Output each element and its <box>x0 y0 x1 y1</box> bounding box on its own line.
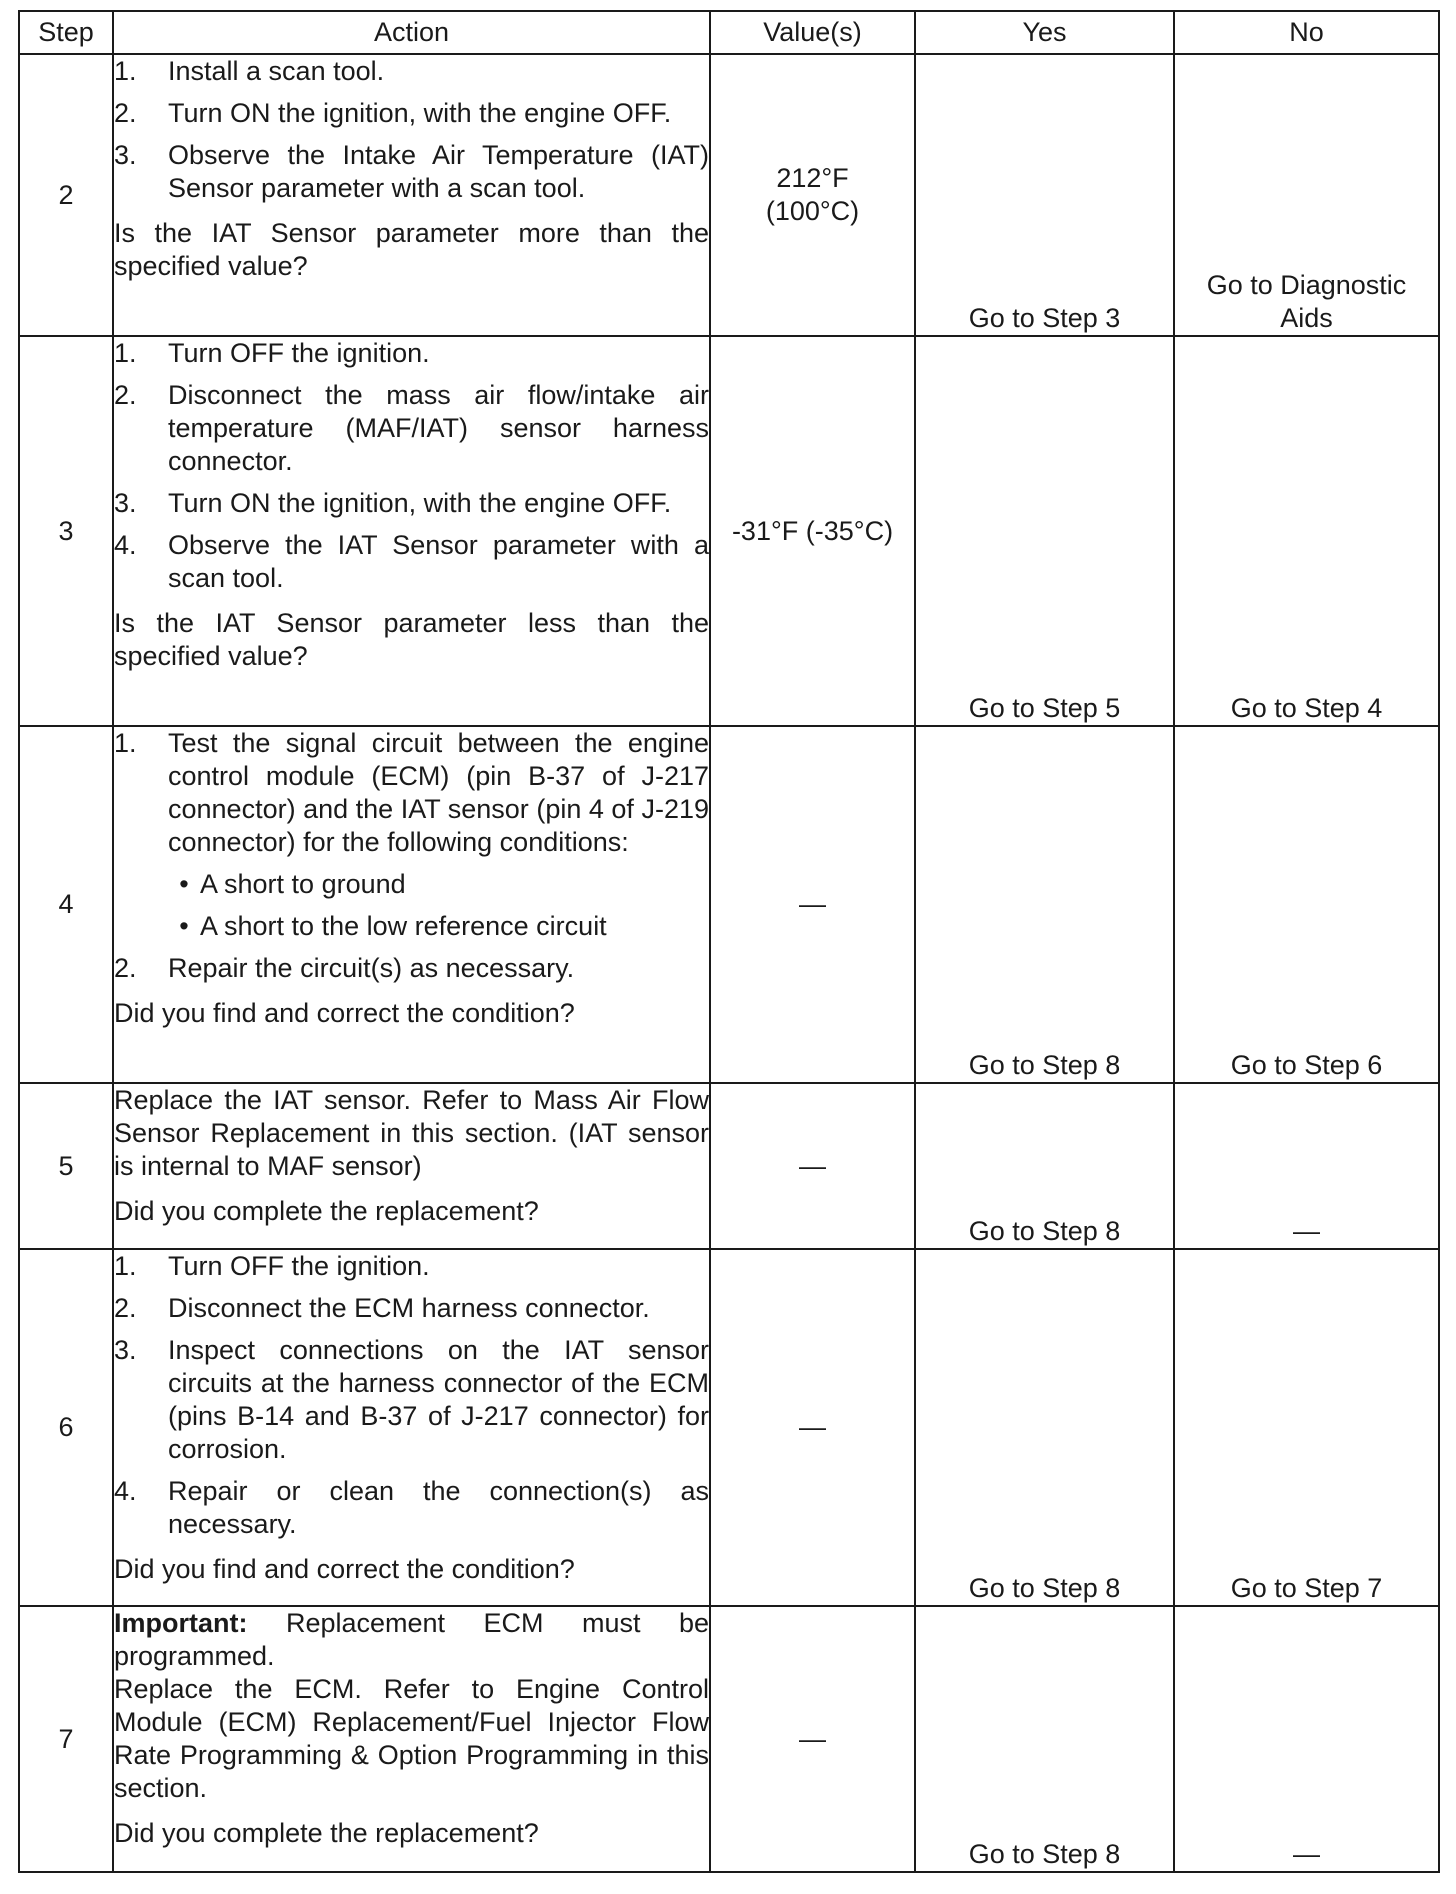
header-no: No <box>1174 11 1439 54</box>
question-text: Did you complete the replacement? <box>114 1818 539 1848</box>
yes-cell: Go to Step 8 <box>915 1249 1174 1606</box>
bullet-item <box>168 868 709 901</box>
item-text: Turn ON the ignition, with the engine OFF. <box>168 488 672 518</box>
item-text: Disconnect the mass air flow/intake air temperature (MAF/IAT) sensor harness connector. <box>168 380 709 476</box>
bullet-dot: • <box>179 869 189 899</box>
list-item <box>114 487 709 520</box>
action-text: Replace the IAT sensor. Refer to Mass Air Flow Sensor Replacement in this section. (IAT sensor is internal to MAF sensor) <box>114 1085 709 1181</box>
action-cell <box>113 1083 710 1249</box>
value-cell: — <box>710 1606 915 1872</box>
item-number: 2. <box>114 1293 137 1323</box>
list-item <box>114 139 709 205</box>
step-number: 5 <box>19 1083 113 1249</box>
no-cell <box>1174 54 1439 336</box>
item-text: Observe the IAT Sensor parameter with a scan tool. <box>168 530 709 593</box>
item-number: 2. <box>114 953 137 983</box>
item-number: 3. <box>114 1335 137 1365</box>
list-item <box>114 97 709 130</box>
item-number: 3. <box>114 488 137 518</box>
yes-cell: Go to Step 8 <box>915 1083 1174 1249</box>
item-text: Install a scan tool. <box>168 56 385 86</box>
item-number: 1. <box>114 56 137 86</box>
list-item <box>114 1475 709 1541</box>
action-list <box>114 727 709 985</box>
question-text: Did you find and correct the condition? <box>114 1554 575 1584</box>
action-cell <box>113 336 710 726</box>
value-cell <box>710 54 915 336</box>
value-cell: — <box>710 726 915 1083</box>
bullet-item <box>168 910 709 943</box>
bullet-dot: • <box>179 911 189 941</box>
step-number: 2 <box>19 54 113 336</box>
header-yes: Yes <box>915 11 1174 54</box>
value-fahrenheit: 212°F <box>776 163 849 193</box>
header-action: Action <box>113 11 710 54</box>
list-item <box>114 55 709 88</box>
action-cell <box>113 1606 710 1872</box>
item-number: 1. <box>114 338 137 368</box>
yes-cell: Go to Step 8 <box>915 1606 1174 1872</box>
value-cell: — <box>710 1249 915 1606</box>
list-item <box>114 727 709 943</box>
action-list <box>114 1250 709 1541</box>
bullet-text: A short to ground <box>200 869 406 899</box>
header-values: Value(s) <box>710 11 915 54</box>
bullet-text: A short to the low reference circuit <box>200 911 607 941</box>
step-number: 7 <box>19 1606 113 1872</box>
action-cell <box>113 54 710 336</box>
question-text: Did you find and correct the condition? <box>114 998 575 1028</box>
list-item <box>114 529 709 595</box>
action-list <box>114 55 709 205</box>
bullet-list <box>168 868 709 943</box>
list-item <box>114 337 709 370</box>
no-cell: Go to Step 6 <box>1174 726 1439 1083</box>
table-row-step-5 <box>19 1083 1439 1249</box>
item-text: Disconnect the ECM harness connector. <box>168 1293 650 1323</box>
table-row-step-3 <box>19 336 1439 726</box>
header-row <box>19 11 1439 54</box>
yes-cell: Go to Step 5 <box>915 336 1174 726</box>
item-number: 3. <box>114 140 137 170</box>
no-cell: — <box>1174 1606 1439 1872</box>
list-item <box>114 952 709 985</box>
action-cell <box>113 1249 710 1606</box>
important-text: Replacement ECM must be programmed. <box>114 1608 709 1671</box>
question-text: Did you complete the replacement? <box>114 1196 539 1226</box>
table-row-step-6 <box>19 1249 1439 1606</box>
no-cell: Go to Step 7 <box>1174 1249 1439 1606</box>
action-text: Replace the ECM. Refer to Engine Control Module (ECM) Replacement/Fuel Injector Flow Rate Programming & Option Programming in this section. <box>114 1674 709 1803</box>
action-cell <box>113 726 710 1083</box>
item-text: Repair the circuit(s) as necessary. <box>168 953 575 983</box>
question-text: Is the IAT Sensor parameter more than the specified value? <box>114 218 709 281</box>
yes-cell: Go to Step 8 <box>915 726 1174 1083</box>
list-item <box>114 1334 709 1466</box>
value-cell: -31°F (-35°C) <box>710 336 915 726</box>
item-text: Inspect connections on the IAT sensor circuits at the harness connector of the ECM (pins B-14 and B-37 of J-217 connector) for corrosion. <box>168 1335 709 1464</box>
diagnostic-table <box>18 10 1440 1873</box>
table-row-step-7 <box>19 1606 1439 1872</box>
question-text: Is the IAT Sensor parameter less than the specified value? <box>114 608 709 671</box>
item-number: 1. <box>114 728 137 758</box>
no-line-1: Go to Diagnostic <box>1206 270 1407 300</box>
item-text-wrap <box>168 727 709 943</box>
item-text: Repair or clean the connection(s) as necessary. <box>168 1476 709 1539</box>
table-row-step-4 <box>19 726 1439 1083</box>
no-cell: Go to Step 4 <box>1174 336 1439 726</box>
no-line-2: Aids <box>1280 303 1333 333</box>
no-cell: — <box>1174 1083 1439 1249</box>
item-number: 4. <box>114 1476 137 1506</box>
item-number: 2. <box>114 98 137 128</box>
important-label: Important: <box>114 1608 248 1638</box>
action-list <box>114 337 709 595</box>
value-cell: — <box>710 1083 915 1249</box>
list-item <box>114 1250 709 1283</box>
list-item <box>114 1292 709 1325</box>
list-item <box>114 379 709 478</box>
important-note <box>114 1607 709 1673</box>
item-number: 1. <box>114 1251 137 1281</box>
step-number: 4 <box>19 726 113 1083</box>
item-text: Turn OFF the ignition. <box>168 338 430 368</box>
table-row-step-2 <box>19 54 1439 336</box>
item-text: Turn ON the ignition, with the engine OFF. <box>168 98 672 128</box>
item-number: 4. <box>114 530 137 560</box>
item-text: Turn OFF the ignition. <box>168 1251 430 1281</box>
value-celsius: (100°C) <box>765 196 860 226</box>
item-text: Test the signal circuit between the engine control module (ECM) (pin B-37 of J-217 connector) and the IAT sensor (pin 4 of J-219 connector) for the following conditions: <box>168 728 709 857</box>
step-number: 3 <box>19 336 113 726</box>
yes-cell: Go to Step 3 <box>915 54 1174 336</box>
step-number: 6 <box>19 1249 113 1606</box>
item-number: 2. <box>114 380 137 410</box>
item-text: Observe the Intake Air Temperature (IAT) Sensor parameter with a scan tool. <box>168 140 709 203</box>
header-step: Step <box>19 11 113 54</box>
